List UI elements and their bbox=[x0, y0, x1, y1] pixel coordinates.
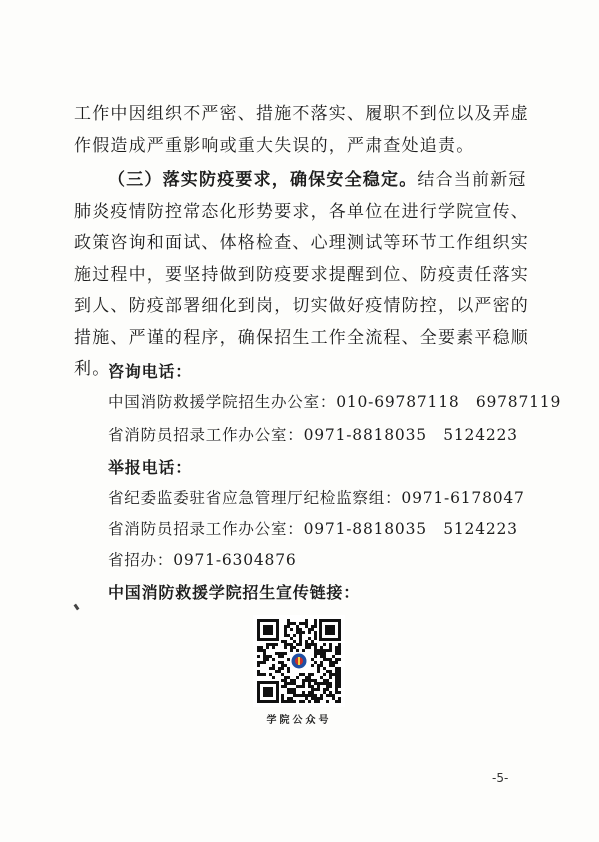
consult-heading: 咨询电话： bbox=[108, 362, 193, 381]
report-line-discipline: 省纪委监委驻省应急管理厅纪检监察组：0971-6178047 bbox=[108, 489, 525, 507]
report-line-admissions: 省招办：0971-6304876 bbox=[108, 551, 297, 569]
paragraph-accountability: 工作中因组织不严密、措施不落实、履职不到位以及弄虚作假造成严重影响或重大失误的，严肃查处追责。 bbox=[74, 104, 529, 156]
qr-code[interactable] bbox=[253, 615, 345, 707]
stray-mark bbox=[74, 604, 80, 611]
consult-line-academy: 中国消防救援学院招生办公室：010-69787118 69787119 bbox=[108, 393, 562, 411]
qr-code-graphic bbox=[253, 615, 345, 707]
qr-caption: 学院公众号 bbox=[266, 715, 332, 726]
page-number: -5- bbox=[492, 771, 509, 785]
qr-center-emblem bbox=[290, 652, 308, 670]
promo-heading: 中国消防救援学院招生宣传链接： bbox=[108, 583, 361, 602]
consult-line-province: 省消防员招录工作办公室：0971-8818035 5124223 bbox=[108, 426, 518, 444]
section-heading-epidemic: （三）落实防疫要求，确保安全稳定。 bbox=[108, 170, 418, 190]
report-line-province: 省消防员招录工作办公室：0971-8818035 5124223 bbox=[108, 520, 518, 538]
paragraph-epidemic-text: 结合当前新冠肺炎疫情防控常态化形势要求，各单位在进行学院宣传、政策咨询和面试、体格检查、心理测试等环节工作组织实施过程中，要坚持做到防疫要求提醒到位、防疫责任落实到人、防疫部署细化到岗，切实做好疫情防控，以严密的措施、严谨的程序，确保招生工作全流程、全要素平稳顺利。 bbox=[74, 170, 529, 379]
paragraph-epidemic-prevention bbox=[74, 165, 532, 386]
report-heading: 举报电话： bbox=[108, 458, 193, 477]
